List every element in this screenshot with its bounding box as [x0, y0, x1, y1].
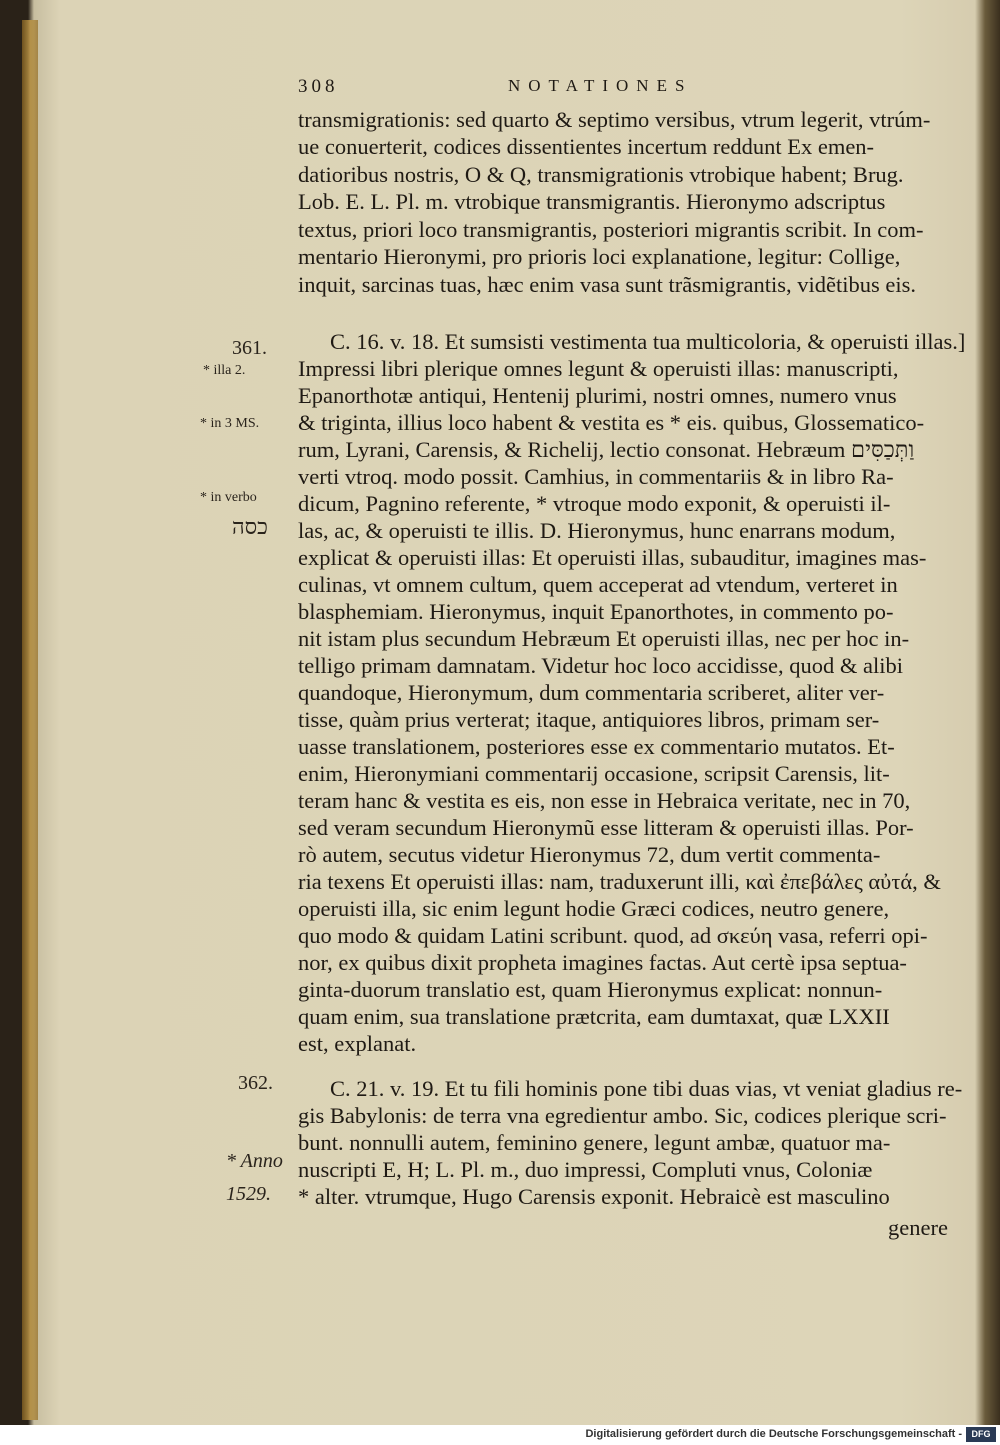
- body-line: Lob. E. L. Pl. m. vtrobique transmigrantis. Hieronymo adscriptus: [298, 189, 886, 214]
- catchword: genere: [888, 1215, 948, 1240]
- section-heading-line: C. 16. v. 18. Et sumsisti vestimenta tua multicoloria, & operuisti illas.]: [330, 329, 966, 354]
- body-line: enim, Hieronymiani commentarij occasione, scripsit Carensis, lit-: [298, 761, 890, 786]
- body-line: operuisti illa, sic enim legunt hodie Græci codices, neutro genere,: [298, 896, 890, 921]
- body-line: quo modo & quidam Latini scribunt. quod, ad σκεύη vasa, referri opi-: [298, 923, 928, 948]
- body-line: tisse, quàm prius verterat; itaque, antiquiores libros, primam ser-: [298, 707, 880, 732]
- running-head: NOTATIONES: [508, 76, 693, 95]
- body-line: quam enim, sua translatione prætcrita, eam dumtaxat, quæ LXXII: [298, 1004, 890, 1029]
- page-header: [298, 76, 958, 102]
- body-line: explicat & operuisti illas: Et operuisti illas, subauditur, imagines mas-: [298, 545, 927, 570]
- margin-section-number: 361.: [232, 337, 267, 359]
- margin-hebrew-word: כסה: [232, 514, 268, 539]
- body-line: rò autem, secutus videtur Hieronymus 72, dum vertit commenta-: [298, 842, 881, 867]
- body-line: textus, priori loco transmigrantis, posteriori migrantis scribit. In com-: [298, 217, 924, 242]
- margin-note: * in verbo: [200, 490, 257, 505]
- page-number: 308: [298, 76, 339, 97]
- body-line: Impressi libri plerique omnes legunt & operuisti illas: manuscripti,: [298, 356, 899, 381]
- body-line: Epanorthotæ antiqui, Hentenij plurimi, nostri omnes, numero vnus: [298, 383, 897, 408]
- body-line: culinas, vt omnem cultum, quem acceperat ad vtendum, verteret in: [298, 572, 898, 597]
- body-line: quandoque, Hieronymum, dum commentaria scriberet, aliter ver-: [298, 680, 885, 705]
- body-line: datioribus nostris, O & Q, transmigrationis vtrobique habent; Brug.: [298, 162, 904, 187]
- footer-credit: Digitalisierung gefördert durch die Deutsche Forschungsgemeinschaft -: [585, 1428, 962, 1440]
- body-line: gis Babylonis: de terra vna egredientur ambo. Sic, codices plerique scri-: [298, 1103, 947, 1128]
- margin-note: * Anno: [226, 1150, 283, 1172]
- margin-note: * in 3 MS.: [200, 416, 260, 431]
- body-line: sed veram secundum Hieronymũ esse litteram & operuisti illas. Por-: [298, 815, 914, 840]
- body-line: blasphemiam. Hieronymus, inquit Epanorthotes, in commento po-: [298, 599, 894, 624]
- body-line: ginta-duorum translatio est, quam Hieronymus explicat: nonnun-: [298, 977, 883, 1002]
- body-line: bunt. nonnulli autem, feminino genere, legunt ambæ, quatuor ma-: [298, 1130, 891, 1155]
- dfg-logo: DFG: [966, 1427, 996, 1442]
- body-line: mentario Hieronymi, pro prioris loci explanatione, legitur: Collige,: [298, 244, 901, 269]
- gilt-page-edge: [22, 20, 38, 1420]
- body-line: verti vtroq. modo possit. Camhius, in commentariis & in libro Ra-: [298, 464, 894, 489]
- body-line: * alter. vtrumque, Hugo Carensis exponit. Hebraicè est masculino: [298, 1184, 890, 1209]
- body-line: inquit, sarcinas tuas, hæc enim vasa sunt trãsmigrantis, vidẽtibus eis.: [298, 272, 917, 297]
- footer-bar: [0, 1425, 1000, 1445]
- margin-note: 1529.: [226, 1183, 271, 1205]
- section-heading-line: C. 21. v. 19. Et tu fili hominis pone tibi duas vias, vt veniat gladius re-: [330, 1076, 963, 1101]
- body-line: ue conuerterit, codices dissentientes incertum reddunt Ex emen-: [298, 134, 875, 159]
- body-line: nuscripti E, H; L. Pl. m., duo impressi, Compluti vnus, Coloniæ: [298, 1157, 873, 1182]
- body-line: transmigrationis: sed quarto & septimo versibus, vtrum legerit, vtrúm-: [298, 107, 931, 132]
- body-line: las, ac, & operuisti te illis. D. Hieronymus, hunc enarrans modum,: [298, 518, 896, 543]
- body-line: rum, Lyrani, Carensis, & Richelij, lectio consonat. Hebræum וַתְּכַסִּים: [298, 437, 915, 462]
- margin-note: * illa 2.: [203, 363, 246, 378]
- body-line: telligo primam damnatam. Videtur hoc loco accidisse, quod & alibi: [298, 653, 903, 678]
- body-line: dicum, Pagnino referente, * vtroque modo exponit, & operuisti il-: [298, 491, 891, 516]
- body-line: est, explanat.: [298, 1031, 417, 1056]
- body-line: ria texens Et operuisti illas: nam, traduxerunt illi, καὶ ἐπεβάλες αὐτά, &: [298, 869, 941, 894]
- body-line: uasse translationem, posteriores esse ex commentario mutatos. Et-: [298, 734, 895, 759]
- body-line: nit istam plus secundum Hebræum Et operuisti illas, nec per hoc in-: [298, 626, 910, 651]
- body-line: teram hanc & vestita es eis, non esse in Hebraica veritate, nec in 70,: [298, 788, 911, 813]
- body-line: & triginta, illius loco habent & vestita es * eis. quibus, Glossematico-: [298, 410, 925, 435]
- body-line: nor, ex quibus dixit propheta imagines factas. Aut certè ipsa septua-: [298, 950, 907, 975]
- margin-section-number: 362.: [238, 1072, 273, 1094]
